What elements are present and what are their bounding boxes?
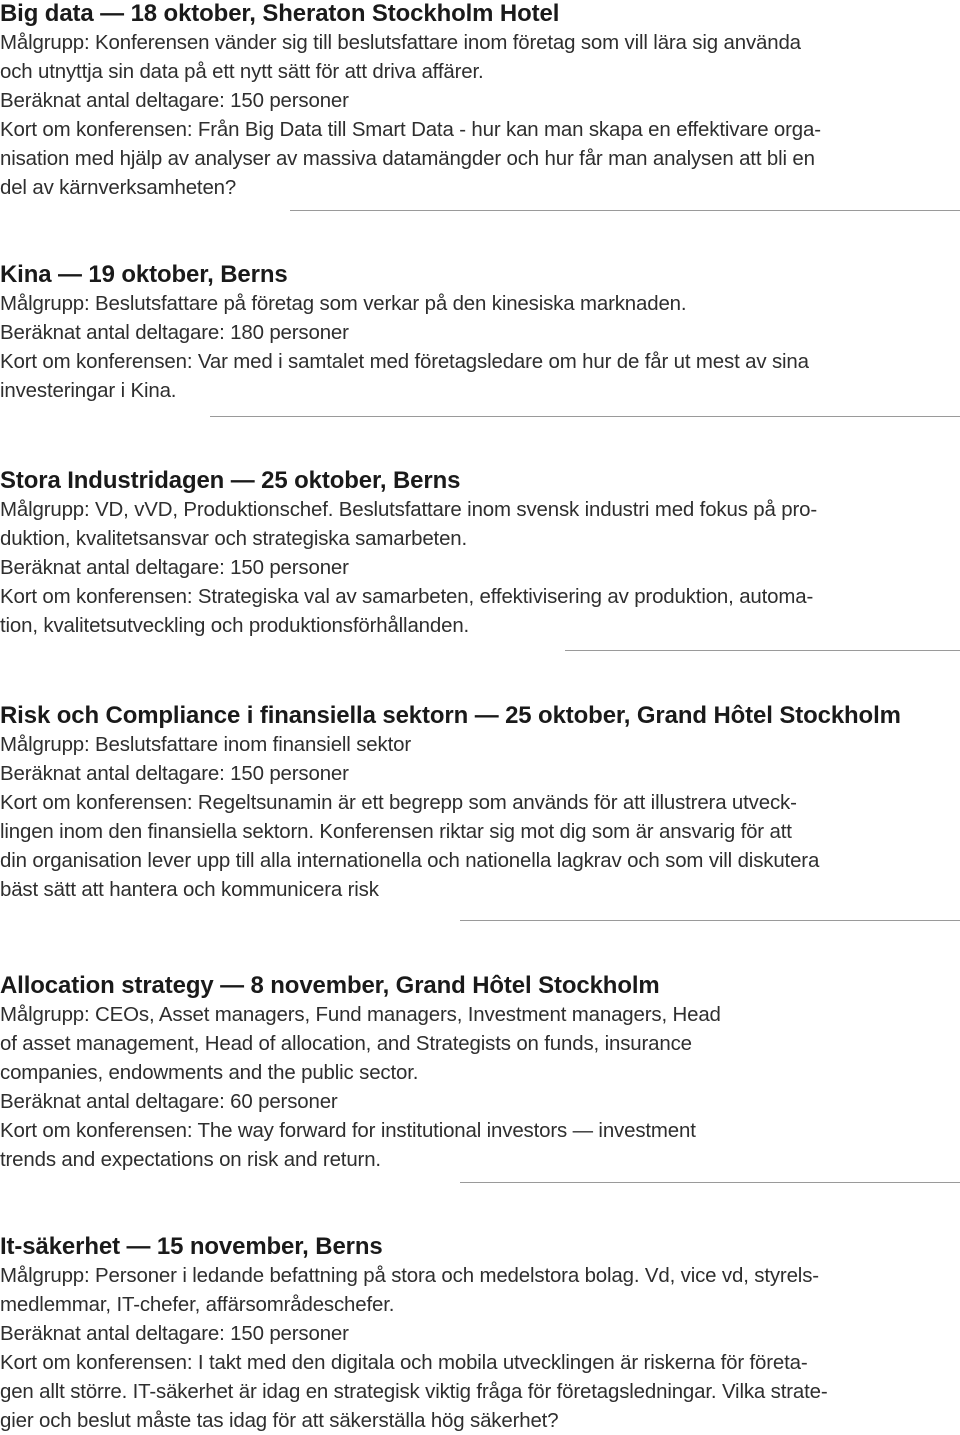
conference-title: Stora Industridagen — 25 oktober, Berns [0, 467, 461, 494]
conference-text-line: Kort om konferensen: I takt med den digitala och mobila utvecklingen är riskerna för företa- [0, 1351, 808, 1374]
conference-text-line: Beräknat antal deltagare: 150 personer [0, 89, 349, 112]
conference-text-line: del av kärnverksamheten? [0, 176, 237, 199]
conference-text-line: lingen inom den finansiella sektorn. Konferensen riktar sig mot dig som är ansvarig för att [0, 820, 792, 843]
conference-title: Kina — 19 oktober, Berns [0, 261, 288, 288]
conference-section-big-data [0, 0, 960, 202]
conference-text-line: Kort om konferensen: The way forward for institutional investors — investment [0, 1119, 696, 1142]
conference-text-line: medlemmar, IT-chefer, affärsområdeschefer. [0, 1293, 395, 1316]
conference-text-line: bäst sätt att hantera och kommunicera risk [0, 878, 379, 901]
section-divider [460, 920, 960, 921]
conference-text-line: Kort om konferensen: Var med i samtalet med företagsledare om hur de får ut mest av sina [0, 350, 809, 373]
conference-text-line: din organisation lever upp till alla internationella och nationella lagkrav och som vill diskutera [0, 849, 820, 872]
conference-title: Big data — 18 oktober, Sheraton Stockholm Hotel [0, 0, 560, 27]
conference-text-line: of asset management, Head of allocation, and Strategists on funds, insurance [0, 1032, 692, 1055]
conference-text-line: Målgrupp: Beslutsfattare inom finansiell sektor [0, 733, 411, 756]
conference-text-line: gier och beslut måste tas idag för att säkerställa hög säkerhet? [0, 1409, 559, 1432]
conference-text-line: Beräknat antal deltagare: 150 personer [0, 762, 349, 785]
conference-text-line: Beräknat antal deltagare: 60 personer [0, 1090, 338, 1113]
conference-text-line: tion, kvalitetsutveckling och produktionsförhållanden. [0, 614, 470, 637]
conference-text-line: Målgrupp: CEOs, Asset managers, Fund managers, Investment managers, Head [0, 1003, 721, 1026]
conference-text-line: Beräknat antal deltagare: 150 personer [0, 1322, 349, 1345]
section-divider [210, 416, 960, 417]
conference-section-it-sakerhet [0, 1233, 960, 1435]
conference-text-line: Kort om konferensen: Strategiska val av samarbeten, effektivisering av produktion, automa- [0, 585, 814, 608]
conference-text-line: Beräknat antal deltagare: 150 personer [0, 556, 349, 579]
conference-text-line: duktion, kvalitetsansvar och strategiska samarbeten. [0, 527, 468, 550]
conference-text-line: gen allt större. IT-säkerhet är idag en strategisk viktig fråga för företagsledningar. Vilka strate- [0, 1380, 828, 1403]
conference-title: Risk och Compliance i finansiella sektorn — 25 oktober, Grand Hôtel Stockholm [0, 702, 901, 729]
conference-text-line: Målgrupp: Beslutsfattare på företag som verkar på den kinesiska marknaden. [0, 292, 687, 315]
conference-title: Allocation strategy — 8 november, Grand Hôtel Stockholm [0, 972, 660, 999]
conference-text-line: Målgrupp: Personer i ledande befattning på stora och medelstora bolag. Vd, vice vd, styrels- [0, 1264, 819, 1287]
conference-text-line: investeringar i Kina. [0, 379, 177, 402]
conference-text-line: nisation med hjälp av analyser av massiva datamängder och hur får man analysen att bli en [0, 147, 815, 170]
conference-text-line: Beräknat antal deltagare: 180 personer [0, 321, 349, 344]
section-divider [460, 1182, 960, 1183]
section-divider [565, 650, 960, 651]
conference-section-allocation-strategy [0, 972, 960, 1174]
section-divider [290, 210, 960, 211]
conference-section-kina [0, 261, 960, 405]
conference-text-line: trends and expectations on risk and return. [0, 1148, 381, 1171]
conference-text-line: companies, endowments and the public sector. [0, 1061, 419, 1084]
conference-text-line: Målgrupp: Konferensen vänder sig till beslutsfattare inom företag som vill lära sig använda [0, 31, 801, 54]
conference-text-line: Kort om konferensen: Från Big Data till Smart Data - hur kan man skapa en effektivare orga- [0, 118, 821, 141]
conference-text-line: Kort om konferensen: Regeltsunamin är ett begrepp som används för att illustrera utveck- [0, 791, 797, 814]
conference-section-stora-industridagen [0, 467, 960, 640]
conference-title: It-säkerhet — 15 november, Berns [0, 1233, 383, 1260]
conference-text-line: Målgrupp: VD, vVD, Produktionschef. Beslutsfattare inom svensk industri med fokus på pro- [0, 498, 818, 521]
conference-section-risk-compliance [0, 702, 960, 904]
conference-text-line: och utnyttja sin data på ett nytt sätt för att driva affärer. [0, 60, 484, 83]
